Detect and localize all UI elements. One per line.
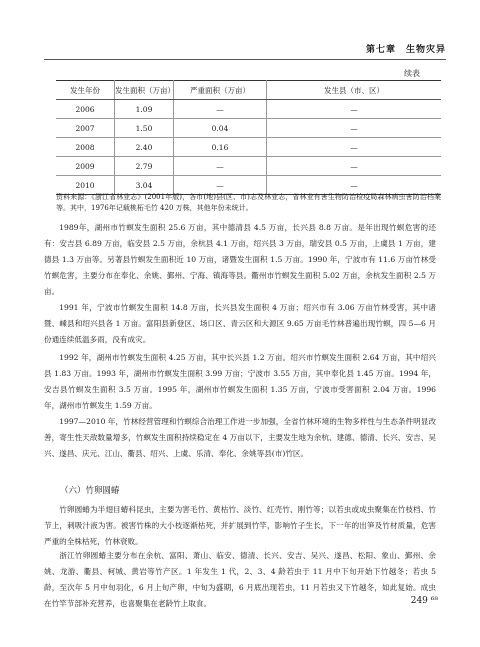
paragraph-1991: 1991 年，宁波市竹螟发生面积 14.8 万亩，长兴县发生面积 4 万亩；绍兴市有 3.06 万亩竹林受害，其中诸暨、嵊县和绍兴县各 1 万亩。富阳县新登区、场口区、青云区和大源区 9.65 万亩毛竹林普遍出现竹螟，四 5—6 月份通连续低温多雨，没有成灾。	[44, 303, 436, 344]
table-row	[56, 138, 441, 157]
column-header-year: 发生年份	[56, 81, 115, 100]
column-header-area: 发生面积（万亩）	[115, 81, 174, 100]
cell-area: 2.40	[115, 138, 174, 157]
cell-area: 3.04	[115, 176, 174, 195]
cell-county: —	[267, 100, 442, 119]
cell-area: 1.50	[115, 119, 174, 138]
table-continued-label: 续表	[404, 69, 420, 78]
cell-year: 2010	[56, 176, 115, 195]
cell-severe-area: 0.16	[174, 138, 267, 157]
column-header-county: 发生县（市、区）	[267, 81, 442, 100]
bamboo-pest-table	[56, 80, 441, 195]
paragraph-1992-1996: 1992 年，湖州市竹螟发生面积 4.25 万亩，其中长兴县 1.2 万亩。绍兴市竹螟发生面积 2.64 万亩，其中绍兴县 1.83 万亩。1993 年，湖州市竹螟发生面积 3.99 万亩；宁波市 3.55 万亩，其中奉化县 1.45 万亩。1994 年，安吉县竹螟发生面积 3.5 万亩。1995 年，湖州市竹螟发生面积 1.35 万亩，宁波市受害面积 2.04 万亩。1996 年，湖州市竹螟发生 1.59 万亩。	[44, 353, 436, 410]
header-rule	[44, 59, 446, 60]
cell-county: —	[267, 138, 442, 157]
source-note: 资料来源：《浙江省林业志》(2001年版)，各市(地)县(区、市)志及林业志，省林业有害生物防治检疫局森林病虫害防治档案等。其中，1976年记载桃柘毛竹 420 万株，其他年份未统计。	[56, 193, 441, 212]
cell-severe-area: 0.04	[174, 119, 267, 138]
table-row	[56, 100, 441, 119]
cell-severe-area: —	[174, 100, 267, 119]
table-row	[56, 119, 441, 138]
table-header-row	[56, 81, 441, 100]
cell-severe-area: —	[174, 176, 267, 195]
cell-county: —	[267, 157, 442, 176]
table-row	[56, 157, 441, 176]
column-header-severe-area: 严重面积（万亩）	[174, 81, 267, 100]
section-title-bamboo-bug: （六）竹卵圆蝽	[60, 486, 120, 496]
page-number: 249 ⁶⁸	[410, 596, 438, 606]
cell-year: 2008	[56, 138, 115, 157]
cell-year: 2006	[56, 100, 115, 119]
paragraph-bug-distribution: 浙江竹卵圆蝽主要分布在余杭、富阳、萧山、临安、德清、长兴、安吉、吴兴、遂昌、松阳、象山、鄞州、余姚、龙游、衢县、柯城、黄岩等竹产区。1 年发生 1 代，2、3、4 龄若虫于 11 月中下旬开始下竹越冬；若虫 5 龄，至次年 5 月中旬羽化，6 月上旬产卵，中旬为盛期，6 月底出现若虫，11 月若虫又下竹越冬，如此复始。成虫在竹竿节部补充营养，也喜聚集在老龄竹上取食。	[44, 551, 436, 608]
chapter-header: 第七章 生物灾异	[365, 45, 446, 55]
cell-year: 2007	[56, 119, 115, 138]
cell-severe-area: —	[174, 157, 267, 176]
paragraph-bug-description: 竹卵圆蝽为半翅目蝽科昆虫，主要为害毛竹、黄枯竹、淡竹、红壳竹、刚竹等；以若虫或成虫聚集在竹枝档、竹节上，刺吸汁液为害。被害竹株的大小枝逐渐枯死，并扩展到竹竿，影响竹子生长，下一年的出笋及竹材质量，危害严重的全株枯死，竹林衰败。	[44, 505, 436, 546]
paragraph-1989-1990: 1989年，湖州市竹螟发生面积 25.6 万亩，其中德清县 4.5 万亩，长兴县 8.8 万亩。是年出现竹螟危害的还有：安吉县 6.89 万亩，临安县 2.5 万亩，余杭县 4.1 万亩，绍兴县 3 万亩，瑞安县 0.5 万亩，上虞县 1 万亩，建德县 1.3 万亩等。另著县竹螟发生面积近 10 万亩，诸暨发生面积 1.5 万亩。1990 年，宁波市有 11.6 万亩竹林受竹螟危害，主要分布在奉化、余姚、鄞州、宁海、镇海等县。衢州市竹螟发生面积 5.02 万亩，余杭发生面积 2.5 万亩。	[44, 223, 436, 296]
paragraph-1997-2010: 1997—2010 年，竹林经营管理和竹螟综合治理工作进一步加强，全省竹林环境的生物多样性与生态条件明显改善，寄生性天敌数量增多，竹螟发生面积持续稳定在 4 万亩以下，主要发生地为余杭、建德、德清、长兴、安吉、吴兴、遂昌、庆元、江山、衢县、绍兴、上虞、乐清、奉化、余姚等县(市)竹区。	[44, 417, 436, 458]
cell-county: —	[267, 176, 442, 195]
cell-area: 1.09	[115, 100, 174, 119]
cell-area: 2.79	[115, 157, 174, 176]
cell-county: —	[267, 119, 442, 138]
cell-year: 2009	[56, 157, 115, 176]
